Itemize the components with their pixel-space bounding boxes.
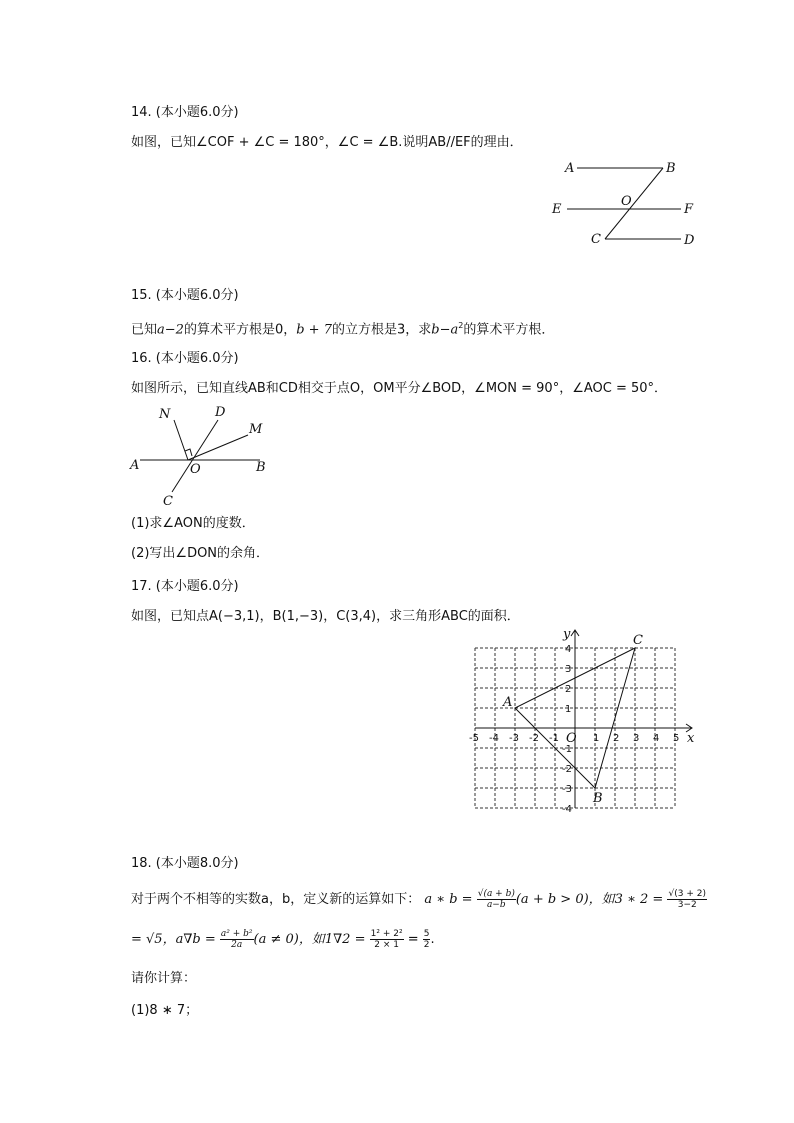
q18-line1-text: 对于两个不相等的实数a，b，定义新的运算如下：	[131, 892, 421, 907]
q15-expr-c: b−a	[431, 322, 459, 338]
q18-res-num: 5	[423, 929, 430, 939]
x-tick-label: 1	[593, 733, 600, 744]
q18-nabla-num: a² + b²	[220, 929, 253, 939]
q14-label-f: F	[684, 202, 694, 217]
q14-label-d: D	[684, 233, 695, 248]
q15-expr-c-exp: 2	[458, 321, 464, 330]
q14-label-a: A	[565, 161, 575, 176]
q18-line2-start: = √5，a∇b =	[131, 932, 216, 947]
q18-nabla-fraction	[220, 929, 254, 950]
q15-text-1: 已知	[131, 322, 158, 338]
q18-star-num: √(a + b)	[477, 889, 515, 899]
q17-label-origin: O	[566, 731, 577, 746]
q17-label-a: A	[503, 695, 513, 710]
q18-star-fraction	[477, 889, 516, 910]
q16-label-a: A	[130, 458, 140, 473]
y-tick-label: 3	[565, 664, 572, 675]
q18-star-lhs: a ∗ b =	[424, 892, 473, 907]
q14-label-e: E	[552, 202, 562, 217]
q18-nabla-cond: (a ≠ 0)，如1∇2 =	[253, 932, 366, 947]
y-tick-label: -4	[562, 804, 572, 815]
x-tick-label: -4	[489, 733, 499, 744]
q18-star-den: a−b	[486, 900, 506, 910]
q16-label-b: B	[256, 460, 266, 475]
q18-sub1: (1)8 ∗ 7；	[131, 1003, 199, 1018]
q18-example1-fraction	[667, 889, 706, 910]
x-tick-label: 3	[633, 733, 640, 744]
q17-coordinate-figure	[460, 625, 710, 820]
x-tick-label: -5	[469, 733, 479, 744]
q16-label-o: O	[190, 462, 201, 477]
q16-label-c: C	[163, 494, 173, 509]
q16-label-m: M	[249, 422, 263, 437]
q16-figure	[128, 400, 273, 510]
q14-label-o: O	[621, 194, 632, 209]
q18-prompt: 请你计算：	[131, 971, 197, 986]
q18-line1	[131, 888, 707, 912]
q17-text: 如图，已知点A(−3,1)，B(1,−3)，C(3,4)，求三角形ABC的面积．	[131, 609, 520, 624]
q18-line2	[131, 928, 435, 952]
q15-expr-b: b + 7	[296, 322, 332, 338]
q14-text: 如图，已知∠COF + ∠C = 180°，∠C = ∠B.说明AB//EF的理由．	[131, 135, 523, 150]
q17-label-y: y	[563, 627, 571, 642]
q15-text-3: 的立方根是3，求	[331, 322, 432, 338]
q18-ex2-eq: =	[407, 932, 419, 947]
q16-text: 如图所示，已知直线AB和CD相交于点O，OM平分∠BOD，∠MON = 90°，∠AOC = 50°．	[131, 381, 668, 396]
q14-figure	[545, 155, 705, 250]
q14-label-c: C	[591, 232, 601, 247]
q17-label-b: B	[593, 791, 603, 806]
y-tick-label: -3	[562, 784, 572, 795]
x-tick-label: 4	[653, 733, 660, 744]
x-tick-label: -2	[529, 733, 539, 744]
q16-label-n: N	[159, 407, 171, 422]
q15-expr-a: a−2	[157, 322, 184, 338]
q15-text-4: 的算术平方根．	[463, 322, 555, 338]
q16-sub2: (2)写出∠DON的余角．	[131, 546, 270, 561]
x-tick-label: -1	[549, 733, 559, 744]
q14-heading: 14. (本小题6.0分)	[131, 105, 239, 120]
q17-label-c: C	[633, 633, 643, 648]
q18-ex1-num: √(3 + 2)	[668, 889, 706, 899]
q15-text	[131, 317, 554, 339]
q15-text-2: 的算术平方根是0，	[183, 322, 297, 338]
q14-label-b: B	[666, 161, 676, 176]
q18-nabla-den: 2a	[231, 940, 243, 950]
q16-label-d: D	[215, 405, 226, 420]
x-tick-label: -3	[509, 733, 519, 744]
x-tick-label: 5	[673, 733, 680, 744]
q18-ex2-end: .	[430, 932, 435, 947]
q18-ex2-num: 1² + 2²	[370, 929, 403, 939]
q18-res-den: 2	[423, 940, 430, 950]
q18-ex2-den: 2 × 1	[374, 940, 399, 950]
y-tick-label: -2	[562, 764, 572, 775]
y-tick-label: 4	[565, 644, 572, 655]
q16-sub1: (1)求∠AON的度数．	[131, 516, 255, 531]
y-tick-label: -1	[562, 744, 572, 755]
y-tick-label: 2	[565, 684, 572, 695]
q18-star-cond: (a + b > 0)，如3 ∗ 2 =	[515, 892, 664, 907]
q18-ex1-den: 3−2	[677, 900, 697, 910]
q18-heading: 18. (本小题8.0分)	[131, 856, 239, 871]
x-tick-label: 2	[613, 733, 620, 744]
q15-heading: 15. (本小题6.0分)	[131, 288, 239, 303]
q17-label-x: x	[687, 731, 695, 746]
y-tick-label: 1	[565, 704, 572, 715]
q16-heading: 16. (本小题6.0分)	[131, 351, 239, 366]
q17-heading: 17. (本小题6.0分)	[131, 579, 239, 594]
q18-example2-fraction	[370, 929, 404, 950]
